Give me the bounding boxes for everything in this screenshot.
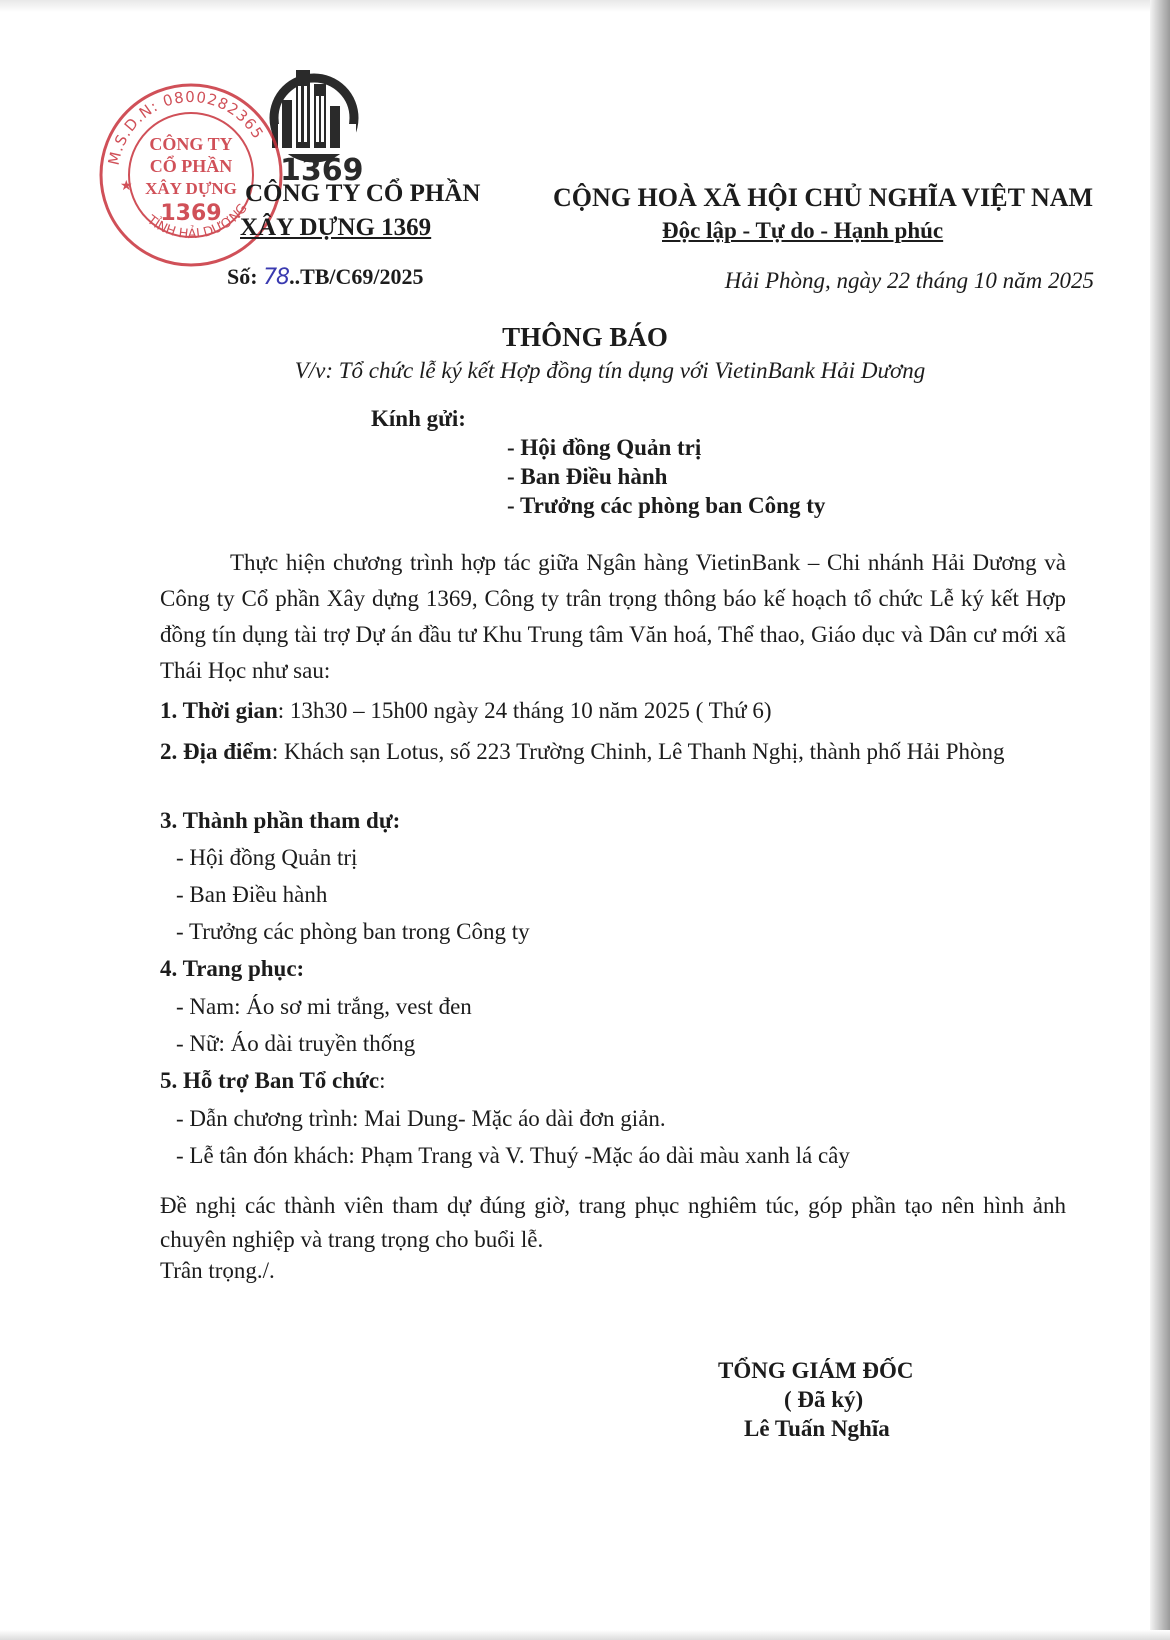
attendees-heading: 3. Thành phần tham dự: xyxy=(160,808,401,833)
support-label: 5. Hỗ trợ Ban Tổ chức xyxy=(160,1068,380,1093)
intro-paragraph: Thực hiện chương trình hợp tác giữa Ngân hàng VietinBank – Chi nhánh Hải Dương và Công ty Cổ phần Xây dựng 1369, Công ty trân trọng thông báo kế hoạch tổ chức Lễ ký kết Hợp đồng tín dụng tài trợ Dự án đầu tư Khu Trung tâm Văn hoá, Thể thao, Giáo dục và Dân cư mới xã Thái Học như sau: xyxy=(160,550,1066,683)
signature-signed: ( Đã ký) xyxy=(784,1387,864,1412)
attendee-item: - Ban Điều hành xyxy=(176,882,328,907)
greeting: Kính gửi: xyxy=(371,406,466,431)
stamp-line3: XÂY DỰNG xyxy=(145,179,237,198)
recipient-item: - Trưởng các phòng ban Công ty xyxy=(507,493,826,518)
doc-number-prefix: Số: xyxy=(227,264,264,289)
recipient-item: - Ban Điều hành xyxy=(507,464,668,489)
signature-name: Lê Tuấn Nghĩa xyxy=(744,1416,890,1441)
scan-edge-top xyxy=(0,0,1170,12)
dress-heading: 4. Trang phục: xyxy=(160,956,305,981)
scan-edge-right xyxy=(1150,0,1170,1640)
signature-title: TỔNG GIÁM ĐỐC xyxy=(718,1358,914,1383)
document-number xyxy=(227,264,424,290)
place-label: 2. Địa điểm xyxy=(160,739,272,764)
attendee-item: - Trưởng các phòng ban trong Công ty xyxy=(176,919,530,944)
support-item: - Lễ tân đón khách: Phạm Trang và V. Thuý -Mặc áo dài màu xanh lá cây xyxy=(176,1143,850,1168)
nation-title: CỘNG HOÀ XÃ HỘI CHỦ NGHĨA VIỆT NAM xyxy=(553,183,1094,212)
logo-text: 1369 xyxy=(280,153,364,184)
support-heading xyxy=(160,1068,385,1094)
recipient-list xyxy=(507,433,825,520)
dress-item: - Nam: Áo sơ mi trắng, vest đen xyxy=(176,994,472,1019)
closing-paragraph: Đề nghị các thành viên tham dự đúng giờ, trang phục nghiêm túc, góp phần tạo nên hình ảnh chuyên nghiệp và trang trọng cho buổi lễ. xyxy=(160,1193,1066,1252)
stamp-line1: CÔNG TY xyxy=(149,134,233,154)
stamp-bottom-ring-text: TỈNH HẢI DƯƠNG xyxy=(144,201,251,243)
nation-motto: Độc lập - Tự do - Hạnh phúc xyxy=(662,218,944,243)
attendee-item: - Hội đồng Quản trị xyxy=(176,845,358,870)
doc-number-handwritten: 78 xyxy=(263,265,290,290)
dateline: Hải Phòng, ngày 22 tháng 10 năm 2025 xyxy=(724,268,1094,293)
regards: Trân trọng./. xyxy=(160,1258,275,1283)
place-value: : Khách sạn Lotus, số 223 Trường Chinh, Lê Thanh Nghị, thành phố Hải Phòng xyxy=(271,739,1005,764)
stamp-ring-text: M.S.D.N: 0800282365 xyxy=(104,87,268,167)
company-name-line1: CÔNG TY CỔ PHẦN xyxy=(245,180,481,207)
dress-item: - Nữ: Áo dài truyền thống xyxy=(176,1031,416,1056)
notice-title: THÔNG BÁO xyxy=(502,322,668,352)
svg-text:★: ★ xyxy=(120,178,133,194)
notice-subject: V/v: Tổ chức lễ ký kết Hợp đồng tín dụng với VietinBank Hải Dương xyxy=(294,358,926,383)
time-line xyxy=(160,698,772,724)
stamp-line4: 1369 xyxy=(160,201,222,226)
recipient-item: - Hội đồng Quản trị xyxy=(507,435,702,460)
scan-edge-bottom xyxy=(0,1630,1170,1640)
time-value: : 13h30 – 15h00 ngày 24 tháng 10 năm 2025 ( Thứ 6) xyxy=(277,698,772,723)
place-line xyxy=(160,735,1066,769)
support-colon: : xyxy=(379,1068,386,1093)
company-name-line2: XÂY DỰNG 1369 xyxy=(240,214,432,241)
doc-number-suffix: ..TB/C69/2025 xyxy=(289,264,424,289)
support-item: - Dẫn chương trình: Mai Dung- Mặc áo dài đơn giản. xyxy=(176,1106,666,1131)
time-label: 1. Thời gian xyxy=(160,698,278,723)
stamp-line2: CỔ PHẦN xyxy=(149,156,233,176)
